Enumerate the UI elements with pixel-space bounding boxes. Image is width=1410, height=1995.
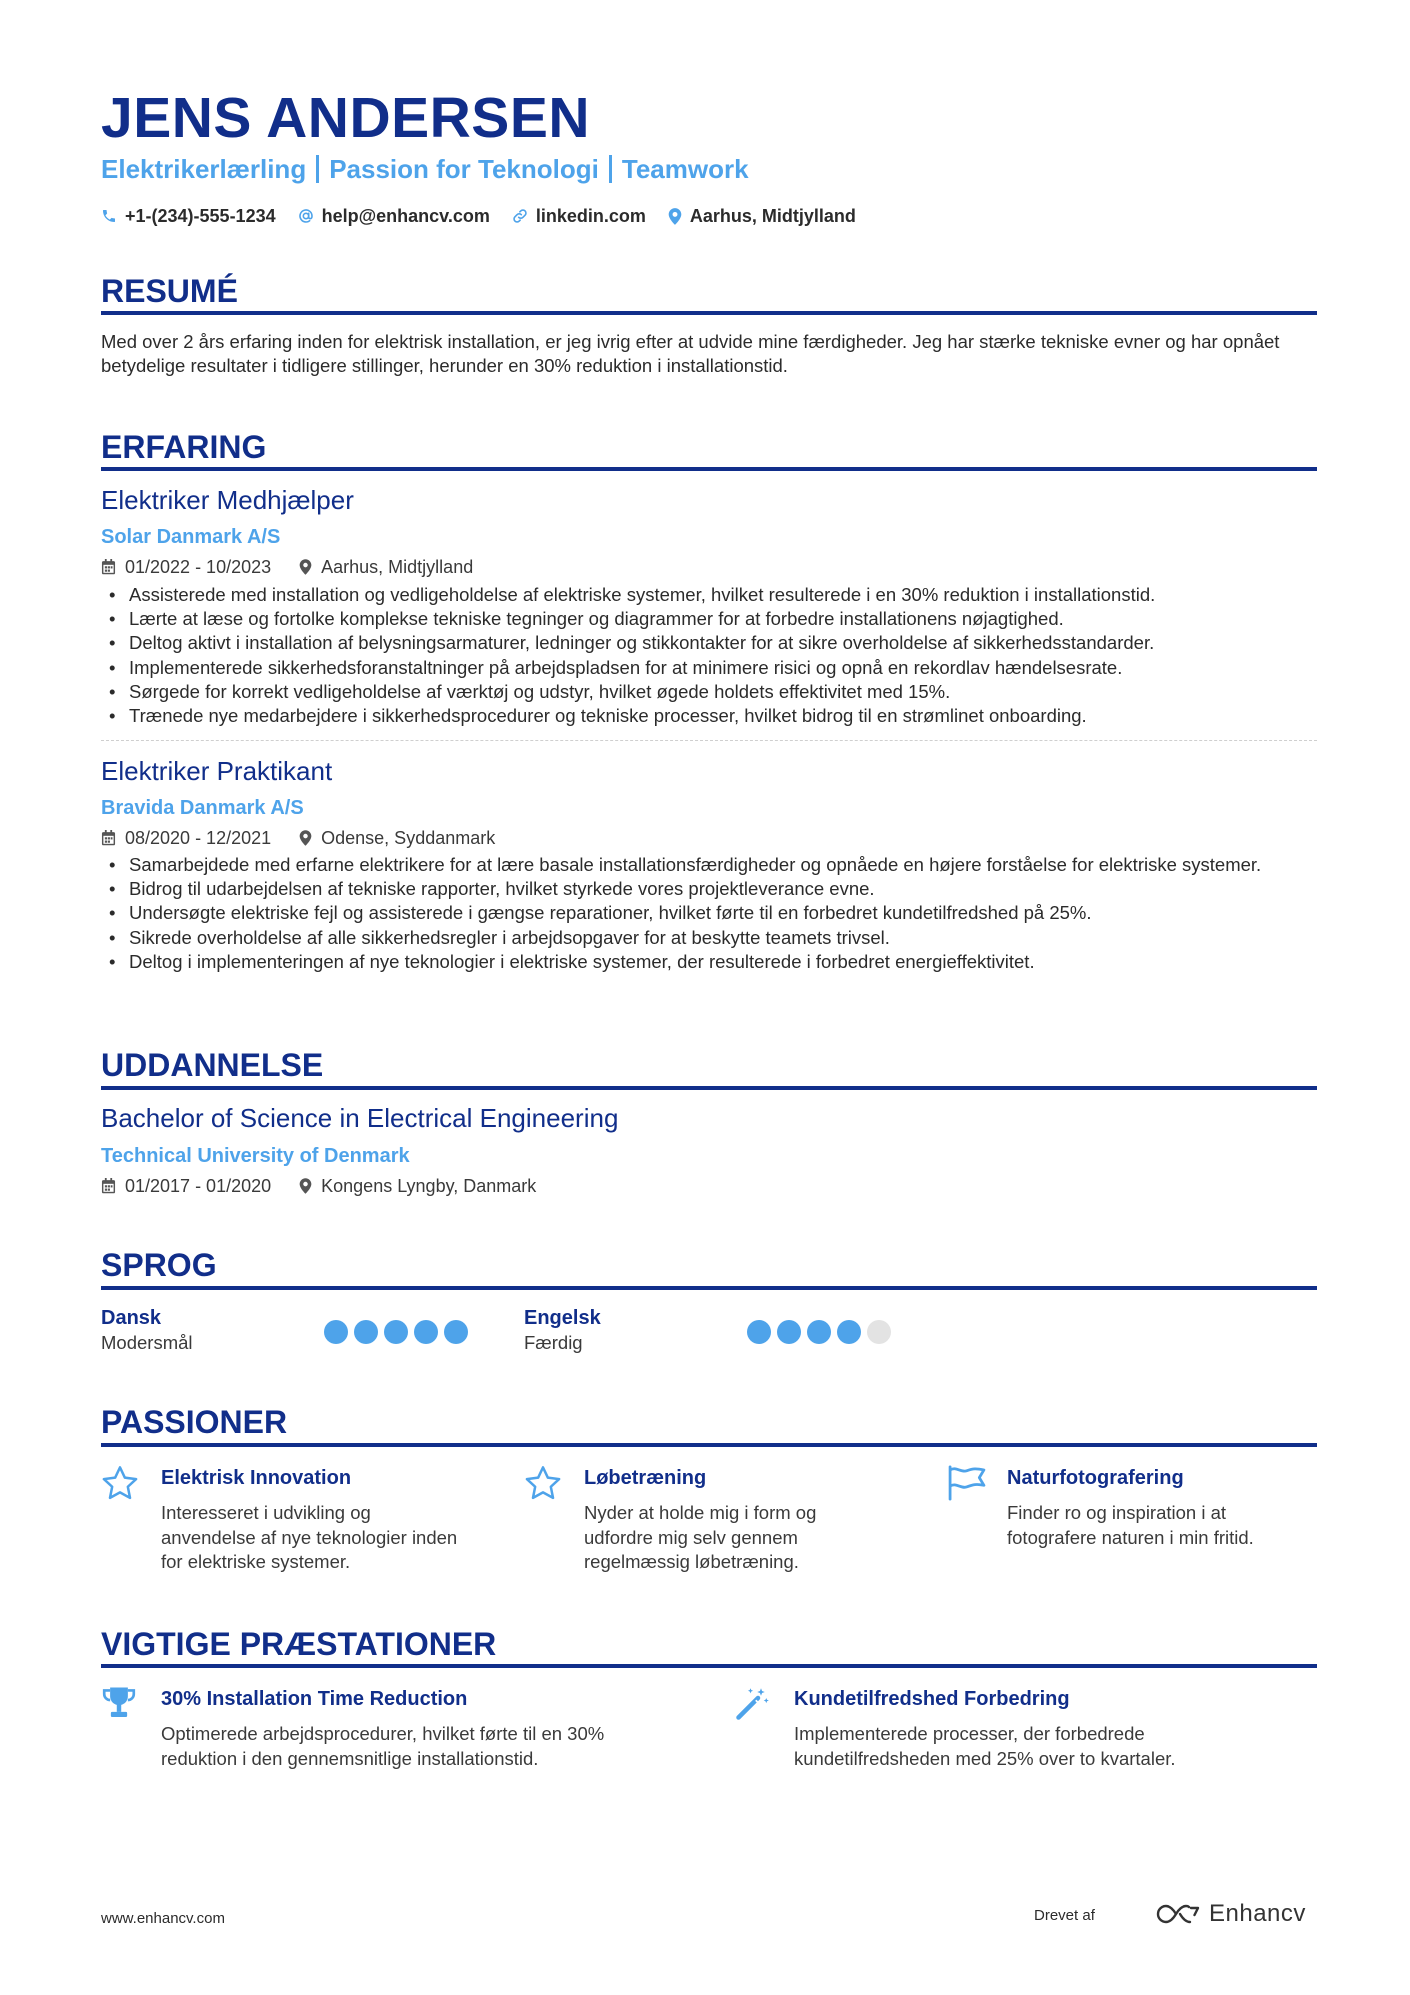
star-icon bbox=[524, 1465, 562, 1501]
rating-dot-filled bbox=[414, 1320, 438, 1344]
flag-icon bbox=[947, 1465, 987, 1501]
tagline-separator bbox=[609, 155, 612, 183]
section-rule bbox=[101, 1664, 1317, 1668]
list-item: • Sikrede overholdelse af alle sikkerhedsregler i arbejdsopgaver for at beskytte teamets trivsel. bbox=[101, 926, 1317, 950]
enhancv-logo-icon bbox=[1155, 1903, 1201, 1925]
section-rule bbox=[101, 311, 1317, 315]
section-title-passions: PASSIONER bbox=[101, 1404, 288, 1440]
list-item: • Undersøgte elektriske fejl og assisterede i gængse reparationer, hvilket førte til en forbedret kundetilfredshed på 25%. bbox=[101, 901, 1317, 925]
language-level: Færdig bbox=[524, 1332, 583, 1353]
education-meta bbox=[101, 1174, 564, 1198]
job-divider bbox=[101, 740, 1317, 741]
education-school: Technical University of Denmark bbox=[101, 1145, 410, 1167]
language-name: Engelsk bbox=[524, 1307, 601, 1329]
trophy-icon bbox=[101, 1686, 137, 1720]
language-level: Modersmål bbox=[101, 1332, 193, 1353]
passion-card bbox=[524, 1465, 924, 1585]
contact-linkedin-text: linkedin.com bbox=[535, 206, 646, 226]
candidate-name: JENS ANDERSEN bbox=[101, 86, 590, 150]
list-item: • Trænede nye medarbejdere i sikkerhedsprocedurer og tekniske processer, hvilket bidrog til en strømlinet onboarding. bbox=[101, 704, 1317, 728]
achievement-card bbox=[734, 1686, 1317, 1786]
tagline-item: Teamwork bbox=[621, 154, 749, 184]
phone-icon bbox=[101, 208, 117, 224]
list-item: • Implementerede sikkerhedsforanstaltninger på arbejdspladsen for at minimere risici og opnå en rekordlav hændelsesrate. bbox=[101, 656, 1317, 680]
contact-phone-text: +1-(234)-555-1234 bbox=[125, 206, 276, 226]
contact-email[interactable] bbox=[298, 203, 490, 229]
rating-dot-filled bbox=[837, 1320, 861, 1344]
job-title: Elektriker Praktikant bbox=[101, 756, 333, 786]
job-location: Odense, Syddanmark bbox=[321, 828, 496, 848]
rating-dot-empty bbox=[867, 1320, 891, 1344]
location-pin-icon bbox=[299, 559, 312, 575]
contact-location-text: Aarhus, Midtjylland bbox=[689, 206, 856, 226]
rating-dot-filled bbox=[777, 1320, 801, 1344]
job-location: Aarhus, Midtjylland bbox=[321, 557, 474, 577]
passion-title: Naturfotografering bbox=[1007, 1467, 1184, 1489]
list-item: • Sørgede for korrekt vedligeholdelse af værktøj og udstyr, hvilket øgede holdets effektivitet med 15%. bbox=[101, 680, 1317, 704]
passion-title: Løbetræning bbox=[584, 1467, 707, 1489]
enhancv-logo[interactable] bbox=[1155, 1900, 1306, 1928]
language-name: Dansk bbox=[101, 1307, 162, 1329]
passion-description: Finder ro og inspiration i at fotografere naturen i min fritid. bbox=[1007, 1502, 1254, 1548]
language-rating bbox=[747, 1320, 897, 1344]
education-dates: 01/2017 - 01/2020 bbox=[125, 1176, 272, 1196]
location-pin-icon bbox=[299, 1178, 312, 1194]
rating-dot-filled bbox=[444, 1320, 468, 1344]
tagline-item: Passion for Teknologi bbox=[329, 154, 599, 184]
calendar-icon bbox=[101, 1178, 116, 1194]
rating-dot-filled bbox=[747, 1320, 771, 1344]
passion-description: Interesseret i udvikling og anvendelse af nye teknologier inden for elektriske systemer. bbox=[161, 1502, 458, 1572]
list-item: • Lærte at læse og fortolke komplekse tekniske tegninger og diagrammer for at forbedre installationens nøjagtighed. bbox=[101, 607, 1317, 631]
location-pin-icon bbox=[299, 830, 312, 846]
contact-bar bbox=[101, 203, 878, 229]
section-title-languages: SPROG bbox=[101, 1247, 217, 1283]
star-icon bbox=[101, 1465, 139, 1501]
passion-description: Nyder at holde mig i form og udfordre mig selv gennem regelmæssig løbetræning. bbox=[584, 1502, 817, 1572]
rating-dot-filled bbox=[807, 1320, 831, 1344]
list-item: • Deltog i implementeringen af nye teknologier i elektriske systemer, der resulterede i forbedret energieffektivitet. bbox=[101, 950, 1317, 974]
language-rating bbox=[324, 1320, 474, 1344]
section-rule bbox=[101, 1286, 1317, 1290]
education-degree: Bachelor of Science in Electrical Engineering bbox=[101, 1103, 619, 1133]
achievement-title: Kundetilfredshed Forbedring bbox=[794, 1688, 1070, 1710]
job-company: Solar Danmark A/S bbox=[101, 526, 281, 548]
footer-website[interactable]: www.enhancv.com bbox=[101, 1910, 225, 1927]
summary-text: Med over 2 års erfaring inden for elektrisk installation, er jeg ivrig efter at udvide mine færdigheder. Jeg har stærke tekniske evner og har opnået betydelige resultater i tidligere stillinger, herunder en 30% reduktion i installationstid. bbox=[101, 331, 1280, 376]
achievement-card bbox=[101, 1686, 701, 1786]
at-icon bbox=[298, 208, 314, 224]
section-rule bbox=[101, 1443, 1317, 1447]
section-title-summary: RESUMÉ bbox=[101, 273, 238, 309]
job-meta bbox=[101, 826, 523, 850]
job-dates: 01/2022 - 10/2023 bbox=[125, 557, 272, 577]
footer-powered-by: Drevet af bbox=[1034, 1907, 1095, 1924]
achievement-description: Optimerede arbejdsprocedurer, hvilket førte til en 30% reduktion i den gennemsnitlige installationstid. bbox=[161, 1723, 605, 1769]
link-icon bbox=[512, 208, 528, 224]
enhancv-logo-text: Enhancv bbox=[1209, 1900, 1306, 1927]
job-company: Bravida Danmark A/S bbox=[101, 797, 304, 819]
contact-phone[interactable] bbox=[101, 203, 276, 229]
achievement-description: Implementerede processer, der forbedrede kundetilfredsheden med 25% over to kvartaler. bbox=[794, 1723, 1176, 1769]
rating-dot-filled bbox=[384, 1320, 408, 1344]
section-rule bbox=[101, 467, 1317, 471]
education-location: Kongens Lyngby, Danmark bbox=[321, 1176, 537, 1196]
contact-linkedin[interactable] bbox=[512, 203, 646, 229]
job-meta bbox=[101, 555, 501, 579]
section-title-experience: ERFARING bbox=[101, 429, 267, 465]
passion-title: Elektrisk Innovation bbox=[161, 1467, 352, 1489]
achievement-title: 30% Installation Time Reduction bbox=[161, 1688, 468, 1710]
list-item: • Assisterede med installation og vedligeholdelse af elektriske systemer, hvilket resulterede i en 30% reduktion i installationstid. bbox=[101, 583, 1317, 607]
calendar-icon bbox=[101, 830, 116, 846]
job-dates: 08/2020 - 12/2021 bbox=[125, 828, 272, 848]
section-title-education: UDDANNELSE bbox=[101, 1047, 324, 1083]
rating-dot-filled bbox=[354, 1320, 378, 1344]
job-title: Elektriker Medhjælper bbox=[101, 485, 354, 515]
location-pin-icon bbox=[668, 208, 682, 225]
passion-card bbox=[101, 1465, 501, 1585]
section-title-achievements: VIGTIGE PRÆSTATIONER bbox=[101, 1626, 497, 1662]
job-bullets bbox=[101, 853, 1317, 974]
magic-wand-icon bbox=[734, 1686, 770, 1722]
contact-email-text: help@enhancv.com bbox=[321, 206, 490, 226]
job-bullets bbox=[101, 583, 1317, 728]
calendar-icon bbox=[101, 559, 116, 575]
list-item: • Samarbejdede med erfarne elektrikere for at lære basale installationsfærdigheder og opnåede en højere forståelse for elektriske systemer. bbox=[101, 853, 1317, 877]
rating-dot-filled bbox=[324, 1320, 348, 1344]
tagline-separator bbox=[316, 155, 319, 183]
tagline bbox=[101, 151, 749, 187]
list-item: • Deltog aktivt i installation af belysningsarmaturer, ledninger og stikkontakter for at sikre overholdelse af sikkerhedsstandarder. bbox=[101, 631, 1317, 655]
passion-card bbox=[947, 1465, 1317, 1585]
tagline-item: Elektrikerlærling bbox=[101, 154, 307, 184]
section-rule bbox=[101, 1086, 1317, 1090]
list-item: • Bidrog til udarbejdelsen af tekniske rapporter, hvilket styrkede vores projektleverance evne. bbox=[101, 877, 1317, 901]
contact-location bbox=[668, 203, 856, 229]
